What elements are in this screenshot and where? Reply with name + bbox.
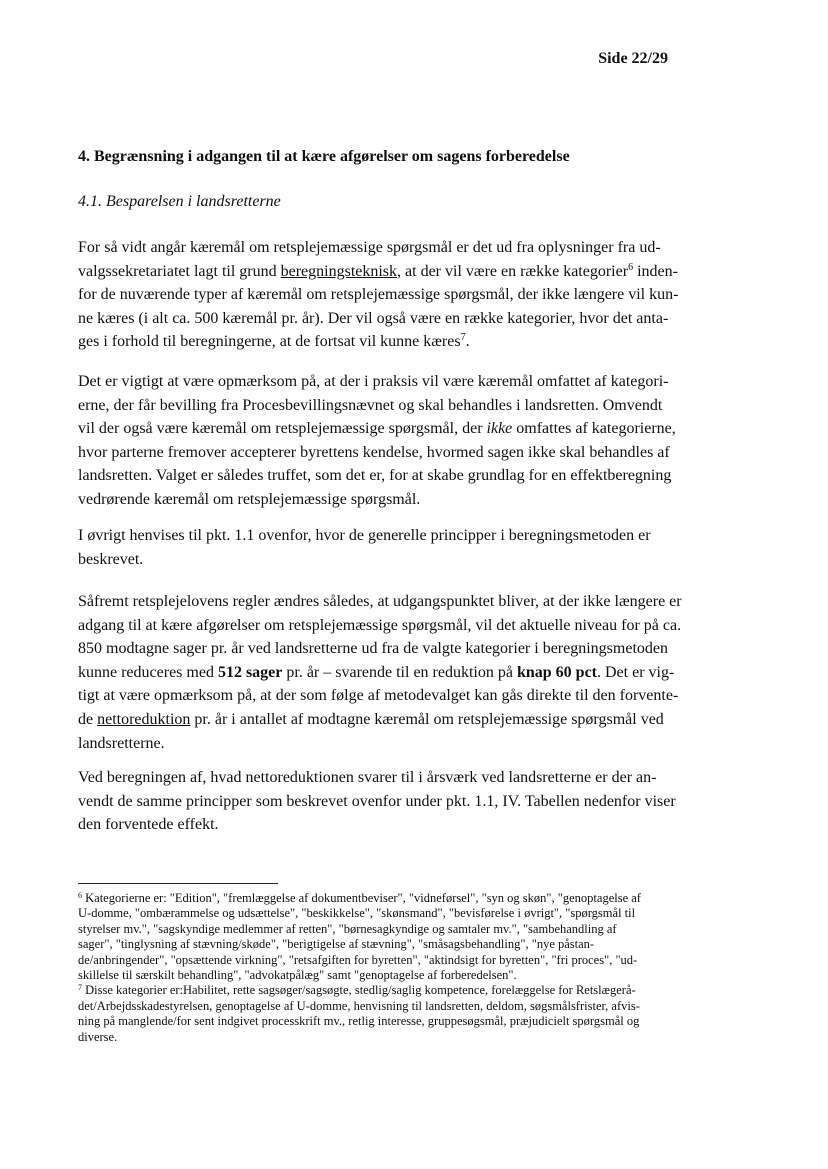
paragraph-line: beskrevet. bbox=[78, 550, 144, 568]
subsection-heading: 4.1. Besparelsen i landsretterne bbox=[78, 193, 281, 210]
paragraph-1 bbox=[78, 236, 678, 354]
bold-figure: knap 60 pct bbox=[516, 663, 597, 681]
paragraph-line: ges i forhold til beregningerne, at de fortsat vil kunne kæres$^7$. bbox=[78, 332, 470, 351]
footnote-ref-7: 7 bbox=[460, 332, 466, 344]
paragraph-line: for de nuværende typer af kæremål om retsplejemæssige spørgsmål, der ikke længere vil kun- bbox=[78, 286, 679, 304]
footnote-6-line: styrelser mv.", "sagskyndige medlemmer af retten", "børnesagkyndige og samtaler mv.", "sambehandling af bbox=[78, 921, 617, 936]
footnotes bbox=[78, 891, 641, 1045]
paragraph-line: I øvrigt henvises til pkt. 1.1 ovenfor, hvor de generelle principper i beregningsmetoden er bbox=[78, 527, 651, 544]
paragraph-line: For så vidt angår kæremål om retsplejemæssige spørgsmål er det ud fra oplysninger fra ud- bbox=[78, 239, 661, 256]
paragraph-line: vendt de samme principper som beskrevet ovenfor under pkt. 1.1, IV. Tabellen nedenfor viser bbox=[78, 792, 676, 810]
paragraph-2 bbox=[78, 370, 676, 512]
paragraph-line: 850 modtagne sager pr. år ved landsretterne ud fra de valgte kategorier i beregningsmetoden bbox=[78, 640, 668, 658]
paragraph-5 bbox=[78, 766, 676, 837]
paragraph-3 bbox=[78, 524, 651, 571]
footnote-7-line: ning på manglende/for sent indgivet processkrift mv., retlig interesse, gruppesøgsmål, præjudicielt spørgsmål og bbox=[78, 1014, 640, 1029]
paragraph-line: tigt at være opmærksom på, at der som følge af metodevalget kan gås direkte til den forvente- bbox=[78, 687, 679, 705]
paragraph-line: erne, der får bevilling fra Procesbevillingsnævnet og skal behandles i landsretten. Omvendt bbox=[78, 396, 663, 414]
footnote-6-line: de/anbringender", "opsættende virkning", "retsafgiften for byretten", "aktindsigt for byretten", "fri proces", "ud- bbox=[78, 952, 638, 967]
footnote-6-line: U-domme, "ombærammelse og udsættelse", "beskikkelse", "skønsmand", "bevisførelse i øvrigt", "spørgsmål til bbox=[78, 906, 636, 921]
footnote-6-marker: 6 bbox=[78, 891, 82, 900]
footnote-divider bbox=[78, 883, 278, 884]
footnote-6-line: skillelse til særskilt behandling", "advokatpålæg" samt "genoptagelse af forberedelsen". bbox=[78, 968, 517, 983]
footnote-7-line: diverse. bbox=[78, 1029, 118, 1044]
underlined-term: beregningsteknisk bbox=[280, 262, 398, 280]
paragraph-line: de nettoreduktion pr. år i antallet af modtagne kæremål om retsplejemæssige spørgsmål ved bbox=[78, 710, 664, 728]
paragraph-line: kunne reduceres med 512 sager pr. år – svarende til en reduktion på knap 60 pct. Det er vig- bbox=[78, 663, 675, 681]
paragraph-4 bbox=[78, 590, 682, 755]
paragraph-line: hvor parterne fremover accepterer byrettens kendelse, hvormed sagen ikke skal behandles af bbox=[78, 443, 670, 461]
footnote-7-line: det/Arbejdsskadestyrelsen, genoptagelse af U-domme, henvisning til landsretten, deldom, søgsmålsfrister, afvis- bbox=[78, 998, 640, 1013]
paragraph-line: vil der også være kæremål om retsplejemæssige spørgsmål, der ikke omfattes af kategorierne, bbox=[78, 420, 676, 438]
paragraph-line: Såfremt retsplejelovens regler ændres således, at udgangspunktet bliver, at der ikke længere er bbox=[78, 593, 682, 610]
footnote-6-line: $^6$ Kategorierne er: "Edition", "fremlæggelse af dokumentbeviser", "vidneførsel", "syn og skøn", "genoptagelse af bbox=[78, 891, 641, 905]
page-number: Side 22/29 bbox=[598, 50, 668, 67]
paragraph-line: den forventede effekt. bbox=[78, 816, 219, 834]
section-heading: 4. Begrænsning i adgangen til at kære afgørelser om sagens forberedelse bbox=[78, 148, 570, 165]
paragraph-line: landsretterne. bbox=[78, 734, 165, 752]
footnote-7-line: $^7$ Disse kategorier er:Habilitet, rette sagsøger/sagsøgte, stedlig/saglig kompetence, forelæggelse for Retslægerå- bbox=[78, 983, 636, 998]
bold-figure: 512 sager bbox=[217, 663, 283, 681]
paragraph-line: Ved beregningen af, hvad nettoreduktionen svarer til i årsværk ved landsretterne er der an- bbox=[78, 769, 657, 786]
paragraph-line: Det er vigtigt at være opmærksom på, at der i praksis vil være kæremål omfattet af kategori- bbox=[78, 373, 669, 390]
paragraph-line: valgssekretariatet lagt til grund beregningsteknisk, at der vil være en række kategorier$^6$ inden- bbox=[78, 261, 678, 280]
paragraph-line: ne kæres (i alt ca. 500 kæremål pr. år). Der vil også være en række kategorier, hvor det anta- bbox=[78, 309, 669, 327]
paragraph-line: landsretten. Valget er således truffet, som det er, for at skabe grundlag for en effektberegning bbox=[78, 467, 672, 485]
emphasis: ikke bbox=[486, 420, 513, 438]
footnote-6-line: sager", "tinglysning af stævning/skøde", "berigtigelse af stævning", "småsagsbehandling", "nye påstan- bbox=[78, 937, 595, 952]
footnote-ref-6: 6 bbox=[628, 261, 634, 273]
footnote-7-marker: 7 bbox=[78, 983, 82, 993]
underlined-term: nettoreduktion bbox=[97, 710, 191, 728]
paragraph-line: vedrørende kæremål om retsplejemæssige spørgsmål. bbox=[78, 490, 421, 508]
paragraph-line: adgang til at kære afgørelser om retsplejemæssige spørgsmål, vil det aktuelle niveau for på ca. bbox=[78, 616, 682, 634]
